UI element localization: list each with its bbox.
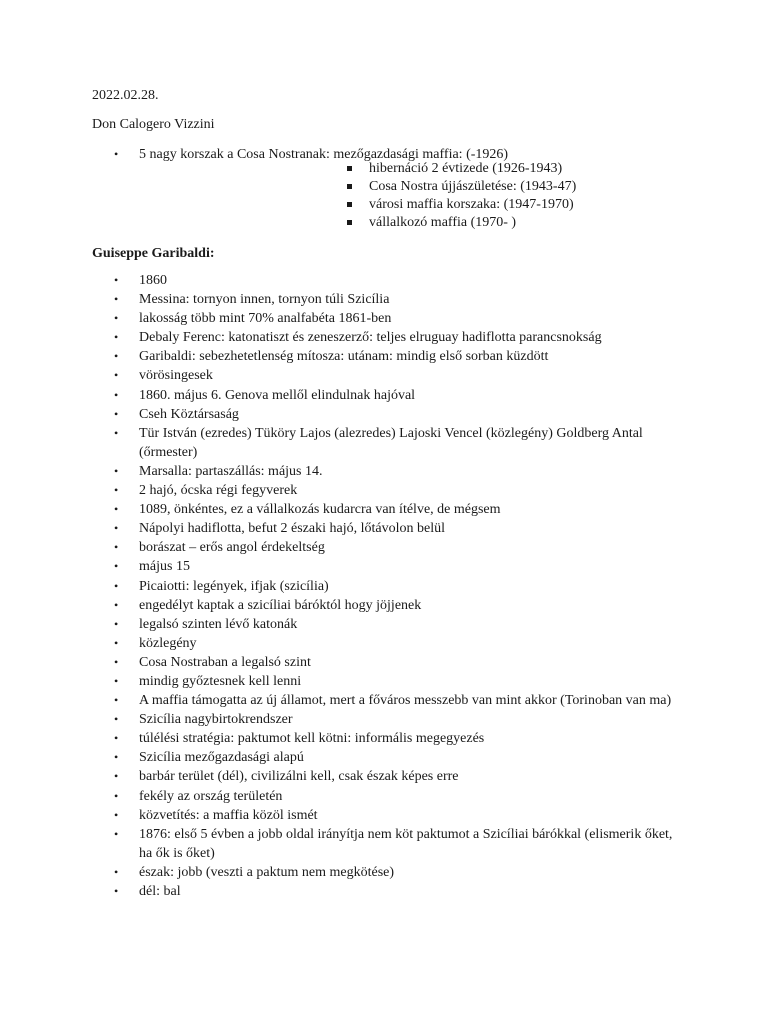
list-item: [0, 557, 768, 576]
list-item: [0, 691, 768, 710]
list-item: [0, 405, 768, 424]
era-sublist: [0, 160, 768, 232]
square-bullet-icon: [347, 166, 352, 171]
bullet-icon: •: [114, 807, 119, 822]
garibaldi-list: [0, 271, 768, 901]
list-item-text: 1089, önkéntes, ez a vállalkozás kudarcra van ítélve, de mégsem: [139, 502, 501, 518]
list-item: [0, 347, 768, 366]
list-item-text: Szicília mezőgazdasági alapú: [139, 750, 304, 766]
sublist-item-text: városi maffia korszaka: (1947-1970): [369, 197, 574, 212]
list-item: [0, 825, 768, 863]
bullet-icon: •: [114, 864, 119, 879]
bullet-icon: •: [114, 597, 119, 612]
list-item-text: dél: bal: [139, 884, 181, 899]
document-date: 2022.02.28.: [92, 88, 159, 103]
list-item: [0, 767, 768, 786]
list-item: [0, 424, 768, 462]
list-item: [0, 615, 768, 634]
bullet-icon: •: [114, 750, 119, 765]
bullet-icon: •: [114, 769, 119, 784]
list-item: [0, 710, 768, 729]
sublist-item-text: Cosa Nostra újjászületése: (1943-47): [369, 179, 577, 194]
bullet-icon: •: [114, 273, 119, 287]
sublist-item: [0, 160, 768, 178]
list-item-text: engedélyt kaptak a szicíliai báróktól hogy jöjjenek: [139, 597, 422, 613]
list-item-text: Messina: tornyon innen, tornyon túli Szicília: [139, 292, 390, 308]
list-item-text: 1860. május 6. Genova mellől elindulnak hajóval: [139, 387, 416, 403]
list-item-text: 1876: első 5 évben a jobb oldal irányítja nem köt paktumot a Szicíliai bárókkal (elismerik őket, ha ők is őket): [139, 826, 673, 861]
list-item-text: Marsalla: partaszállás: május 14.: [139, 463, 323, 479]
list-item-text: 5 nagy korszak a Cosa Nostranak: mezőgazdasági maffia: (-1926): [139, 147, 509, 162]
list-item-text: mindig győztesnek kell lenni: [139, 673, 302, 689]
list-item: [0, 806, 768, 825]
sublist-item-text: hibernáció 2 évtizede (1926-1943): [369, 161, 563, 176]
bullet-icon: •: [114, 731, 119, 746]
bullet-icon: •: [114, 788, 119, 803]
list-item-text: május 15: [139, 559, 190, 575]
bullet-icon: •: [114, 616, 119, 631]
list-item-text: Debaly Ferenc: katonatiszt és zeneszerző: teljes elruguay hadiflotta parancsnokság: [139, 330, 602, 346]
bullet-icon: •: [114, 712, 119, 727]
bullet-icon: •: [114, 559, 119, 574]
list-item: [0, 500, 768, 519]
list-item: [0, 519, 768, 538]
sublist-item: [0, 178, 768, 196]
sublist-item-text: vállalkozó maffia (1970- ): [369, 215, 517, 230]
list-item-text: 2 hajó, ócska régi fegyverek: [139, 483, 298, 499]
list-item: [0, 481, 768, 500]
list-item-text: Nápolyi hadiflotta, befut 2 északi hajó, lőtávolon belül: [139, 521, 445, 537]
list-item-text: barbár terület (dél), civilizálni kell, csak észak képes erre: [139, 769, 459, 785]
bullet-icon: •: [114, 654, 119, 669]
bullet-icon: •: [114, 483, 119, 498]
bullet-icon: •: [114, 502, 119, 517]
list-item-text: borászat – erős angol érdekeltség: [139, 540, 325, 556]
list-item: [0, 653, 768, 672]
list-item-text: Szicília nagybirtokrendszer: [139, 712, 293, 728]
bullet-icon: •: [114, 387, 119, 402]
list-item-text: fekély az ország területén: [139, 788, 283, 804]
bullet-icon: •: [114, 540, 119, 555]
list-item: [0, 596, 768, 615]
bullet-icon: •: [114, 330, 119, 345]
bullet-icon: •: [114, 463, 119, 478]
list-item-text: Picaiotti: legények, ifjak (szicília): [139, 578, 329, 594]
list-item-text: A maffia támogatta az új államot, mert a főváros messzebb van mint akkor (Torinoban van ma): [139, 693, 672, 709]
list-item-text: túlélési stratégia: paktumot kell kötni: informális megegyezés: [139, 731, 485, 747]
sublist-item: [0, 196, 768, 214]
list-item-text: 1860: [139, 273, 167, 288]
bullet-icon: •: [114, 693, 119, 708]
list-item: [0, 577, 768, 596]
sublist-item: [0, 214, 768, 232]
list-item: [0, 863, 768, 882]
list-item: [0, 271, 768, 290]
list-item: [0, 328, 768, 347]
list-item-text: közvetítés: a maffia közöl ismét: [139, 807, 318, 823]
bullet-icon: •: [114, 826, 119, 841]
list-item-text: vörösingesek: [139, 368, 213, 384]
list-item: [0, 462, 768, 481]
list-item: [0, 538, 768, 557]
bullet-icon: •: [114, 635, 119, 650]
list-item-text: Garibaldi: sebezhetetlenség mítosza: utánam: mindig első sorban küzdött: [139, 349, 549, 365]
list-item: [0, 748, 768, 767]
document-subject: Don Calogero Vizzini: [92, 117, 215, 132]
square-bullet-icon: [347, 220, 352, 225]
square-bullet-icon: [347, 202, 352, 207]
bullet-icon: •: [114, 673, 119, 688]
bullet-icon: •: [114, 578, 119, 593]
bullet-icon: •: [114, 147, 119, 161]
list-item: [0, 882, 768, 901]
bullet-icon: •: [114, 425, 119, 440]
section-heading: Guiseppe Garibaldi:: [92, 246, 215, 261]
bullet-icon: •: [114, 349, 119, 364]
list-item-text: lakosság több mint 70% analfabéta 1861-ben: [139, 311, 392, 327]
list-item-text: közlegény: [139, 635, 197, 651]
list-item-text: legalsó szinten lévő katonák: [139, 616, 298, 632]
bullet-icon: •: [114, 368, 119, 383]
bullet-icon: •: [114, 311, 119, 326]
list-item: [0, 729, 768, 748]
list-item-text: észak: jobb (veszti a paktum nem megkötése): [139, 864, 395, 880]
list-item-text: Cseh Köztársaság: [139, 406, 239, 422]
bullet-icon: •: [114, 884, 119, 898]
bullet-icon: •: [114, 521, 119, 536]
list-item: [0, 787, 768, 806]
list-item: [0, 290, 768, 309]
list-item: [0, 386, 768, 405]
list-item: [0, 366, 768, 385]
bullet-icon: •: [114, 292, 119, 307]
bullet-icon: •: [114, 406, 119, 421]
list-item: [0, 309, 768, 328]
list-item: [0, 634, 768, 653]
list-item: [0, 672, 768, 691]
square-bullet-icon: [347, 184, 352, 189]
list-item-text: Tür István (ezredes) Tüköry Lajos (alezredes) Lajoski Vencel (közlegény) Goldberg Antal (őrmester): [139, 425, 643, 460]
list-item-text: Cosa Nostraban a legalsó szint: [139, 654, 311, 670]
